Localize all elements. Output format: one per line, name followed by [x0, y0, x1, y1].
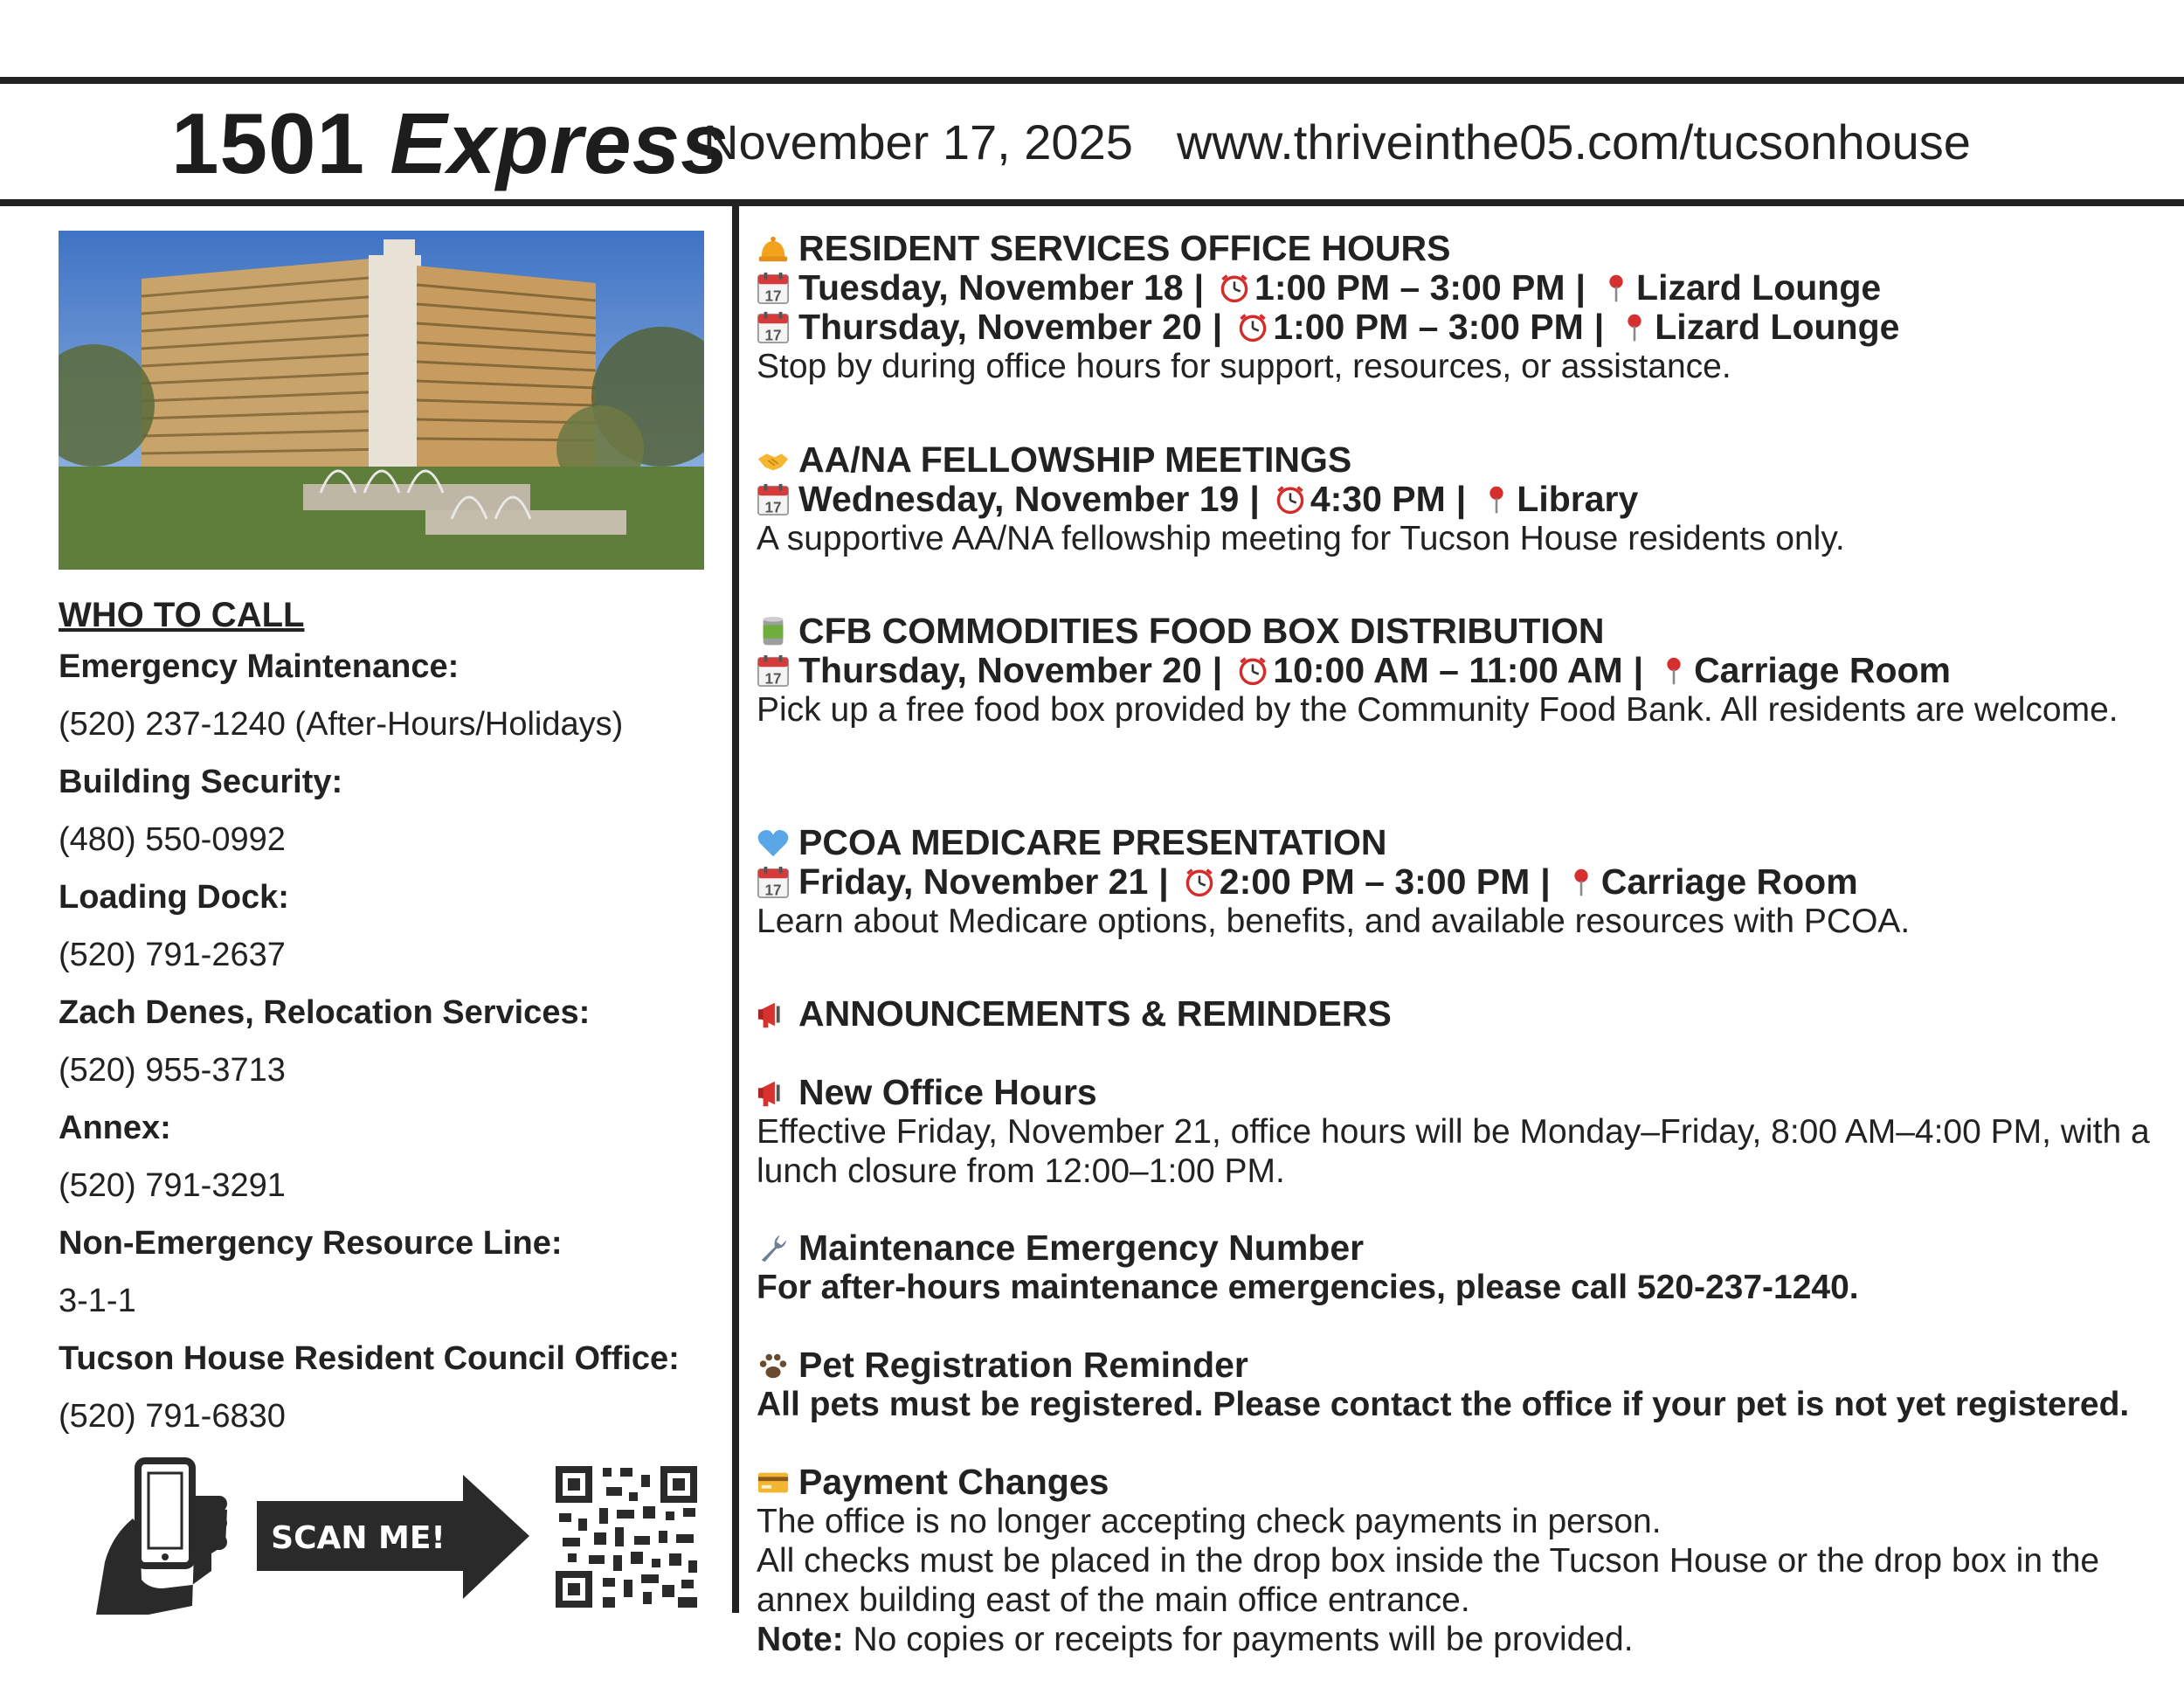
session-location: Carriage Room	[1694, 650, 1951, 690]
contact-value: (520) 791-2637	[59, 937, 286, 973]
session-time: 10:00 AM – 11:00 AM	[1273, 650, 1623, 690]
announcement-title: New Office Hours	[757, 1073, 2163, 1112]
clock-icon	[1220, 273, 1249, 304]
session-date: Thursday, November 20	[798, 650, 1202, 690]
event-description: Learn about Medicare options, benefits, and available resources with PCOA.	[757, 903, 1911, 940]
scan-me-block	[79, 1457, 708, 1615]
contact-label: Annex:	[59, 1110, 171, 1146]
event-title: RESIDENT SERVICES OFFICE HOURS	[757, 229, 2163, 268]
issue-date: November 17, 2025	[703, 114, 1133, 169]
session-date: Friday, November 21	[798, 861, 1149, 902]
phone-hand-icon	[96, 1461, 227, 1615]
contact-label: Zach Denes, Relocation Services:	[59, 994, 591, 1031]
announcements-heading: ANNOUNCEMENTS & REMINDERS	[757, 994, 2163, 1034]
scan-me-label: SCAN ME!	[271, 1520, 446, 1556]
announcement-new-office-hours	[757, 1073, 2163, 1191]
building-photo	[59, 231, 704, 570]
header-bottom-rule	[0, 199, 2184, 206]
clock-icon	[1275, 484, 1305, 515]
session-time: 1:00 PM – 3:00 PM	[1254, 267, 1565, 308]
event-description: Stop by during office hours for support, resources, or assistance.	[757, 348, 1731, 385]
calendar-icon	[757, 272, 790, 305]
title-number: 1501	[171, 95, 366, 191]
contact-label: Emergency Maintenance:	[59, 648, 460, 685]
event-session: Friday, November 21 | 2:00 PM – 3:00 PM | Carriage Room	[757, 862, 2163, 902]
announcement-note	[757, 1620, 2163, 1659]
credit-card-icon	[757, 1466, 790, 1499]
website-url: www.thriveinthe05.com/tucsonhouse	[1177, 114, 1971, 169]
event-aa-na	[757, 440, 2163, 558]
calendar-icon	[757, 483, 790, 516]
note-label: Note:	[757, 1621, 844, 1658]
announcement-body: Effective Friday, November 21, office hours will be Monday–Friday, 8:00 AM–4:00 PM, with a lunch closure from 12:00–1:00 PM.	[757, 1113, 2150, 1190]
can-icon	[757, 615, 790, 648]
wrench-icon	[757, 1232, 790, 1265]
contact-value: (480) 550-0992	[59, 821, 286, 858]
event-session: Tuesday, November 18 | 1:00 PM – 3:00 PM | Lizard Lounge	[757, 268, 2163, 308]
header	[0, 87, 2184, 197]
session-time: 1:00 PM – 3:00 PM	[1273, 307, 1584, 347]
contact-value: (520) 237-1240 (After-Hours/Holidays)	[59, 706, 624, 743]
clock-icon	[1238, 655, 1268, 687]
announcement-body: For after-hours maintenance emergencies, please call 520-237-1240.	[757, 1269, 1859, 1306]
clock-icon	[1185, 867, 1214, 898]
event-session: Wednesday, November 19 | 4:30 PM | Library	[757, 480, 2163, 519]
session-location: Library	[1517, 479, 1639, 519]
announcement-body: The office is no longer accepting check payments in person.	[757, 1503, 1662, 1540]
title-word: Express	[390, 95, 729, 191]
contact-value: (520) 791-3291	[59, 1167, 286, 1204]
calendar-icon	[757, 866, 790, 899]
calendar-icon	[757, 654, 790, 688]
announcement-title: Maintenance Emergency Number	[757, 1228, 2163, 1268]
note-text: No copies or receipts for payments will be provided.	[853, 1621, 1634, 1658]
who-to-call-heading: WHO TO CALL	[59, 596, 305, 634]
paw-icon	[757, 1349, 790, 1382]
announcement-pet-registration	[757, 1346, 2163, 1424]
contact-label: Non-Emergency Resource Line:	[59, 1225, 563, 1262]
event-session: Thursday, November 20 | 1:00 PM – 3:00 PM | Lizard Lounge	[757, 308, 2163, 347]
announcements-section	[757, 994, 2163, 1034]
clock-icon	[1238, 312, 1268, 343]
event-title: PCOA MEDICARE PRESENTATION	[757, 823, 2163, 862]
announcement-body: All checks must be placed in the drop box inside the Tucson House or the drop box in the annex building east of the main office entrance.	[757, 1542, 2100, 1619]
pin-icon	[1601, 273, 1631, 304]
bell-icon	[757, 232, 790, 266]
event-resident-services	[757, 229, 2163, 386]
event-description: Pick up a free food box provided by the Community Food Bank. All residents are welcome.	[757, 691, 2118, 729]
announcement-title: Pet Registration Reminder	[757, 1346, 2163, 1385]
megaphone-icon	[757, 1076, 790, 1110]
contact-value: (520) 791-6830	[59, 1398, 286, 1435]
contact-label: Tucson House Resident Council Office:	[59, 1340, 680, 1377]
qr-code[interactable]	[556, 1466, 697, 1608]
contact-label: Building Security:	[59, 764, 343, 800]
session-time: 2:00 PM – 3:00 PM	[1219, 861, 1531, 902]
session-date: Tuesday, November 18	[798, 267, 1184, 308]
announcement-payment-changes	[757, 1463, 2163, 1659]
megaphone-icon	[757, 998, 790, 1031]
contact-label: Loading Dock:	[59, 879, 289, 916]
contact-value: (520) 955-3713	[59, 1052, 286, 1089]
calendar-icon	[757, 311, 790, 344]
pin-icon	[1659, 655, 1689, 687]
event-pcoa-medicare	[757, 823, 2163, 941]
contact-list	[59, 645, 722, 1452]
event-description: A supportive AA/NA fellowship meeting for Tucson House residents only.	[757, 520, 1845, 557]
session-date: Wednesday, November 19	[798, 479, 1240, 519]
announcement-body: All pets must be registered. Please contact the office if your pet is not yet registered.	[757, 1386, 2130, 1423]
pin-icon	[1482, 484, 1511, 515]
handshake-icon	[757, 444, 790, 477]
session-location: Lizard Lounge	[1655, 307, 1900, 347]
event-title: AA/NA FELLOWSHIP MEETINGS	[757, 440, 2163, 480]
pin-icon	[1566, 867, 1596, 898]
header-top-rule	[0, 77, 2184, 84]
session-date: Thursday, November 20	[798, 307, 1202, 347]
pin-icon	[1620, 312, 1649, 343]
contact-value: 3-1-1	[59, 1283, 136, 1319]
announcement-title: Payment Changes	[757, 1463, 2163, 1502]
session-location: Carriage Room	[1600, 861, 1858, 902]
newsletter-title	[171, 94, 729, 193]
event-cfb-food-box	[757, 612, 2163, 730]
event-session: Thursday, November 20 | 10:00 AM – 11:00 AM | Carriage Room	[757, 651, 2163, 690]
session-location: Lizard Lounge	[1636, 267, 1882, 308]
event-title: CFB COMMODITIES FOOD BOX DISTRIBUTION	[757, 612, 2163, 651]
announcement-maintenance-number	[757, 1228, 2163, 1307]
session-time: 4:30 PM	[1310, 479, 1446, 519]
column-divider	[732, 206, 739, 1613]
heart-icon	[757, 827, 790, 860]
